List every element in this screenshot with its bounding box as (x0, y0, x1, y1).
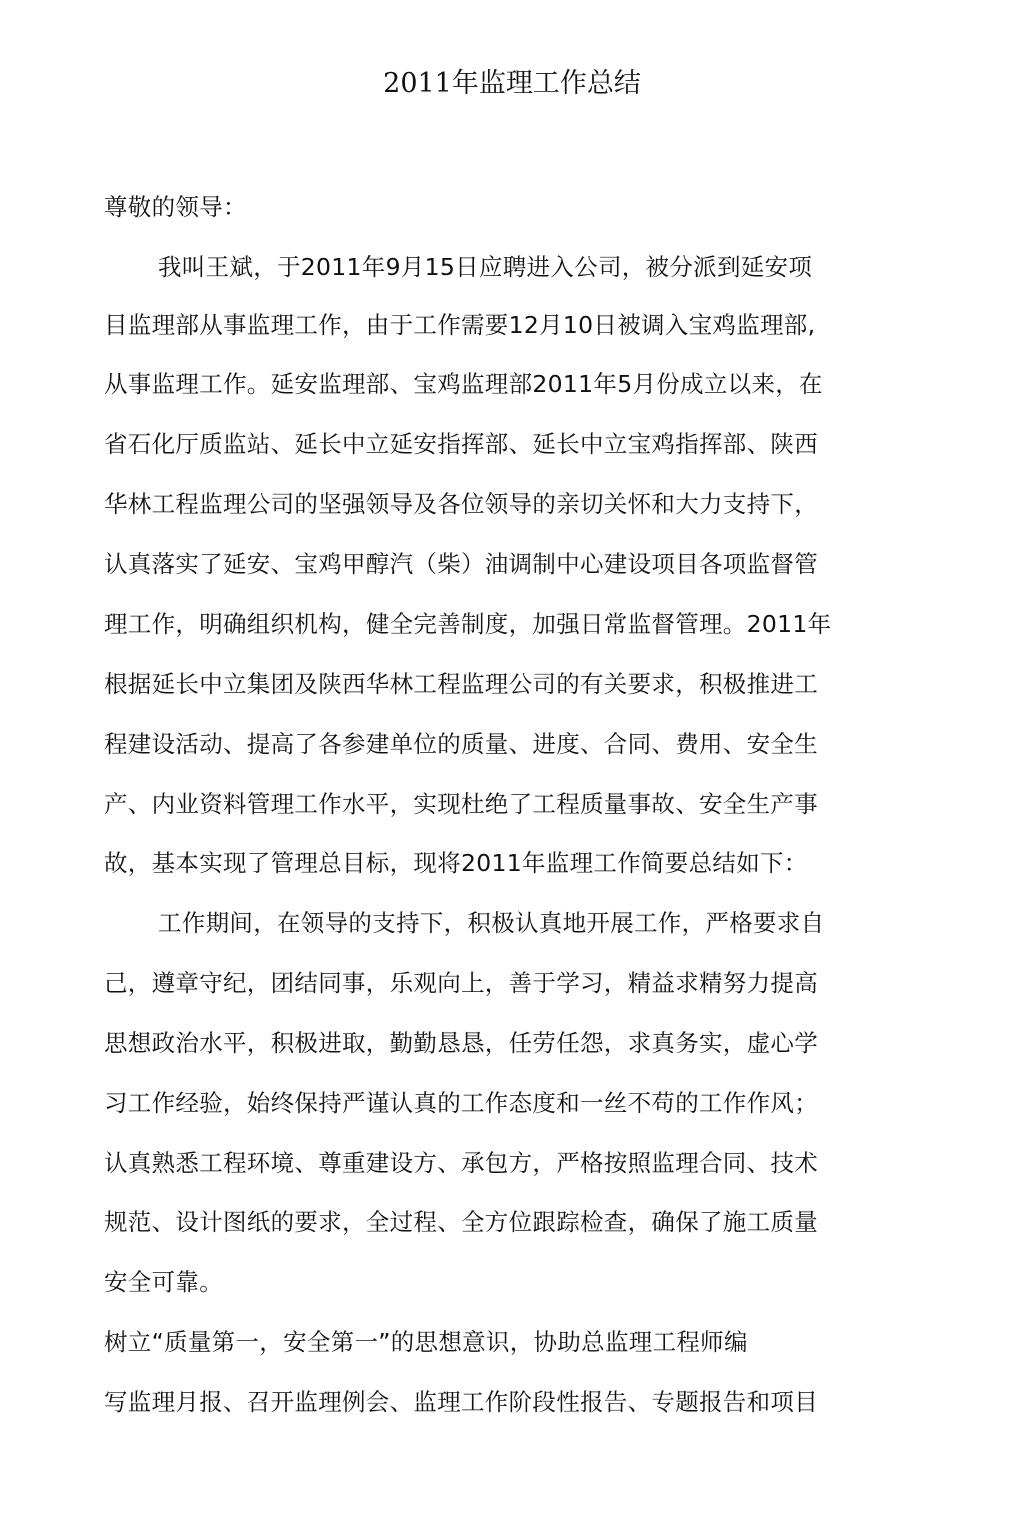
text-line: 根据延长中立集团及陕西华林工程监理公司的有关要求，积极推进工 (104, 670, 818, 698)
text-line: 己，遵章守纪，团结同事，乐观向上，善于学习，精益求精努力提高 (104, 969, 818, 997)
text-line: 产、内业资料管理工作水平，实现杜绝了工程质量事故、安全生产事 (104, 790, 818, 818)
text-line: 思想政治水平，积极进取，勤勤恳恳，任劳任怨，求真务实，虚心学 (104, 1029, 818, 1057)
text-line: 写监理月报、召开监理例会、监理工作阶段性报告、专题报告和项目 (104, 1388, 818, 1416)
text-line: 目监理部从事监理工作，由于工作需要12月10日被调入宝鸡监理部, (104, 311, 816, 339)
text-line: 我叫王斌，于2011年9月15日应聘进入公司，被分派到延安项 (158, 253, 813, 281)
text-line: 理工作，明确组织机构，健全完善制度，加强日常监督管理。2011年 (104, 610, 832, 638)
text-line: 华林工程监理公司的坚强领导及各位领导的亲切关怀和大力支持下， (104, 490, 818, 518)
text-line: 安全可靠。 (104, 1268, 223, 1296)
text-line: 认真落实了延安、宝鸡甲醇汽（柴）油调制中心建设项目各项监督管 (104, 550, 818, 578)
text-line: 工作期间，在领导的支持下，积极认真地开展工作，严格要求自 (158, 909, 825, 937)
salutation: 尊敬的领导： (104, 193, 247, 221)
text-line: 习工作经验，始终保持严谨认真的工作态度和一丝不苟的工作作风； (104, 1089, 818, 1117)
text-line: 规范、设计图纸的要求，全过程、全方位跟踪检查，确保了施工质量 (104, 1208, 818, 1236)
text-line: 程建设活动、提高了各参建单位的质量、进度、合同、费用、安全生 (104, 730, 818, 758)
text-line: 认真熟悉工程环境、尊重建设方、承包方，严格按照监理合同、技术 (104, 1149, 818, 1177)
text-line: 故，基本实现了管理总目标，现将2011年监理工作简要总结如下： (104, 849, 808, 877)
document-title: 2011年监理工作总结 (383, 68, 641, 99)
text-line: 省石化厅质监站、延长中立延安指挥部、延长中立宝鸡指挥部、陕西 (104, 430, 818, 458)
text-line: 树立“质量第一，安全第一”的思想意识，协助总监理工程师编 (104, 1328, 748, 1356)
text-line: 从事监理工作。延安监理部、宝鸡监理部2011年5月份成立以来，在 (104, 370, 823, 398)
